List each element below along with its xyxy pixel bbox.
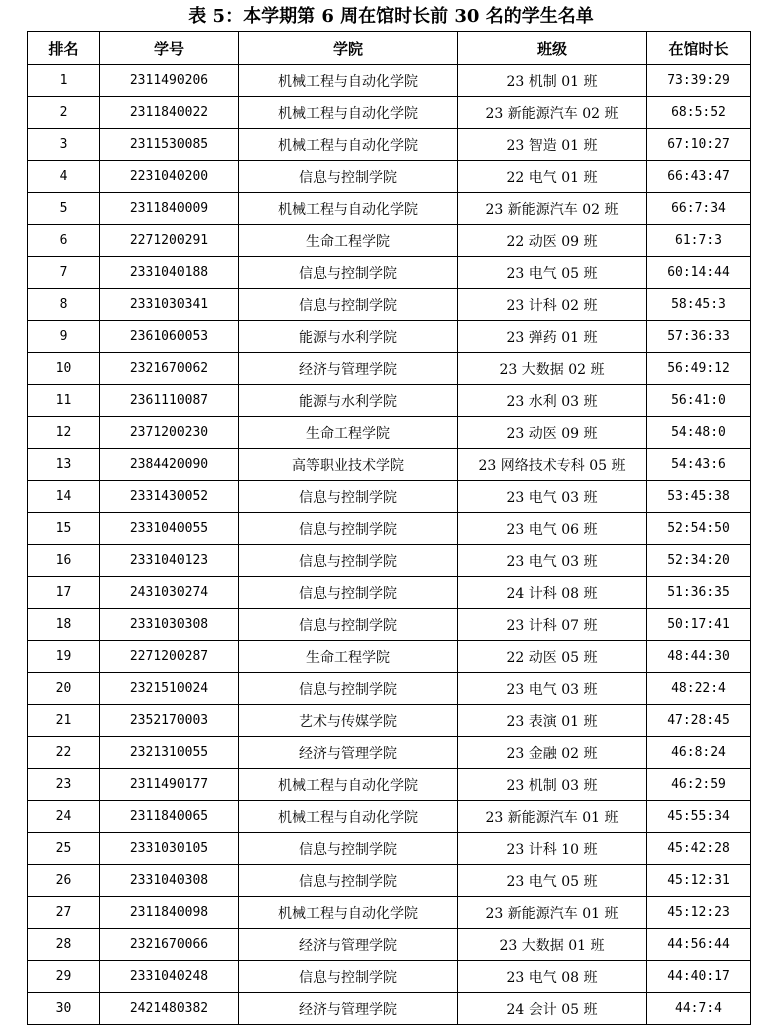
cell-student-id: 2361110087	[100, 385, 239, 417]
cell-student-id: 2352170003	[100, 705, 239, 737]
cell-rank: 27	[28, 897, 100, 929]
cell-rank: 16	[28, 545, 100, 577]
cell-class: 22 电气 01 班	[458, 161, 647, 193]
cell-student-id: 2331030341	[100, 289, 239, 321]
cell-college: 机械工程与自动化学院	[239, 897, 458, 929]
cell-college: 机械工程与自动化学院	[239, 769, 458, 801]
table-row	[28, 65, 751, 97]
cell-library-duration: 46:8:24	[647, 737, 751, 769]
table-title: 表 5：本学期第 6 周在馆时长前 30 名的学生名单	[188, 6, 594, 27]
cell-college: 经济与管理学院	[239, 737, 458, 769]
cell-class: 23 表演 01 班	[458, 705, 647, 737]
table-row	[28, 385, 751, 417]
table-row	[28, 417, 751, 449]
cell-library-duration: 44:40:17	[647, 961, 751, 993]
table-row	[28, 129, 751, 161]
cell-college: 高等职业技术学院	[239, 449, 458, 481]
cell-college: 信息与控制学院	[239, 833, 458, 865]
cell-class: 23 机制 01 班	[458, 65, 647, 97]
cell-college: 能源与水利学院	[239, 321, 458, 353]
cell-rank: 10	[28, 353, 100, 385]
cell-library-duration: 45:12:31	[647, 865, 751, 897]
cell-student-id: 2331040248	[100, 961, 239, 993]
cell-student-id: 2321310055	[100, 737, 239, 769]
cell-class: 23 金融 02 班	[458, 737, 647, 769]
table-row	[28, 769, 751, 801]
cell-class: 23 计科 07 班	[458, 609, 647, 641]
header-row	[28, 32, 751, 65]
cell-rank: 22	[28, 737, 100, 769]
cell-rank: 20	[28, 673, 100, 705]
table-row	[28, 193, 751, 225]
cell-student-id: 2311840065	[100, 801, 239, 833]
cell-college: 经济与管理学院	[239, 929, 458, 961]
cell-library-duration: 52:54:50	[647, 513, 751, 545]
cell-rank: 29	[28, 961, 100, 993]
cell-library-duration: 66:7:34	[647, 193, 751, 225]
cell-college: 机械工程与自动化学院	[239, 97, 458, 129]
cell-student-id: 2421480382	[100, 993, 239, 1025]
cell-rank: 21	[28, 705, 100, 737]
cell-class: 23 机制 03 班	[458, 769, 647, 801]
cell-class: 22 动医 09 班	[458, 225, 647, 257]
cell-library-duration: 53:45:38	[647, 481, 751, 513]
cell-rank: 5	[28, 193, 100, 225]
cell-library-duration: 48:44:30	[647, 641, 751, 673]
table-row	[28, 609, 751, 641]
cell-rank: 6	[28, 225, 100, 257]
cell-library-duration: 47:28:45	[647, 705, 751, 737]
cell-rank: 3	[28, 129, 100, 161]
cell-rank: 4	[28, 161, 100, 193]
header-library-duration: 在馆时长	[647, 32, 751, 65]
cell-library-duration: 54:43:6	[647, 449, 751, 481]
cell-college: 生命工程学院	[239, 417, 458, 449]
cell-rank: 9	[28, 321, 100, 353]
cell-college: 信息与控制学院	[239, 513, 458, 545]
cell-class: 23 大数据 01 班	[458, 929, 647, 961]
cell-library-duration: 67:10:27	[647, 129, 751, 161]
table-row	[28, 97, 751, 129]
cell-rank: 1	[28, 65, 100, 97]
cell-college: 机械工程与自动化学院	[239, 65, 458, 97]
student-ranking-table	[27, 31, 751, 1025]
cell-class: 23 网络技术专科 05 班	[458, 449, 647, 481]
cell-class: 23 新能源汽车 01 班	[458, 897, 647, 929]
cell-library-duration: 73:39:29	[647, 65, 751, 97]
cell-library-duration: 56:41:0	[647, 385, 751, 417]
cell-college: 信息与控制学院	[239, 257, 458, 289]
cell-college: 机械工程与自动化学院	[239, 129, 458, 161]
cell-class: 23 电气 03 班	[458, 481, 647, 513]
table-row	[28, 513, 751, 545]
cell-rank: 28	[28, 929, 100, 961]
cell-class: 23 新能源汽车 01 班	[458, 801, 647, 833]
cell-student-id: 2331040188	[100, 257, 239, 289]
cell-rank: 24	[28, 801, 100, 833]
cell-college: 信息与控制学院	[239, 865, 458, 897]
cell-rank: 19	[28, 641, 100, 673]
table-row	[28, 545, 751, 577]
table-row	[28, 961, 751, 993]
cell-student-id: 2384420090	[100, 449, 239, 481]
table-row	[28, 641, 751, 673]
cell-class: 23 新能源汽车 02 班	[458, 193, 647, 225]
cell-college: 信息与控制学院	[239, 609, 458, 641]
cell-student-id: 2321670066	[100, 929, 239, 961]
cell-rank: 25	[28, 833, 100, 865]
cell-library-duration: 51:36:35	[647, 577, 751, 609]
table-row	[28, 801, 751, 833]
cell-college: 经济与管理学院	[239, 993, 458, 1025]
cell-student-id: 2331040055	[100, 513, 239, 545]
table-row	[28, 353, 751, 385]
cell-college: 生命工程学院	[239, 225, 458, 257]
table-row	[28, 481, 751, 513]
cell-student-id: 2371200230	[100, 417, 239, 449]
table-row	[28, 577, 751, 609]
cell-class: 22 动医 05 班	[458, 641, 647, 673]
cell-class: 23 新能源汽车 02 班	[458, 97, 647, 129]
cell-college: 信息与控制学院	[239, 961, 458, 993]
cell-student-id: 2231040200	[100, 161, 239, 193]
cell-rank: 2	[28, 97, 100, 129]
cell-class: 23 电气 06 班	[458, 513, 647, 545]
table-row	[28, 737, 751, 769]
cell-rank: 17	[28, 577, 100, 609]
cell-library-duration: 50:17:41	[647, 609, 751, 641]
cell-student-id: 2311530085	[100, 129, 239, 161]
cell-library-duration: 61:7:3	[647, 225, 751, 257]
cell-rank: 14	[28, 481, 100, 513]
cell-library-duration: 45:42:28	[647, 833, 751, 865]
cell-rank: 23	[28, 769, 100, 801]
table-row	[28, 225, 751, 257]
cell-student-id: 2331040308	[100, 865, 239, 897]
cell-class: 23 智造 01 班	[458, 129, 647, 161]
cell-library-duration: 60:14:44	[647, 257, 751, 289]
cell-class: 23 电气 08 班	[458, 961, 647, 993]
cell-library-duration: 58:45:3	[647, 289, 751, 321]
cell-rank: 26	[28, 865, 100, 897]
header-college: 学院	[239, 32, 458, 65]
cell-library-duration: 68:5:52	[647, 97, 751, 129]
cell-class: 23 电气 03 班	[458, 673, 647, 705]
cell-student-id: 2331430052	[100, 481, 239, 513]
table-row	[28, 705, 751, 737]
cell-class: 23 计科 02 班	[458, 289, 647, 321]
table-row	[28, 289, 751, 321]
cell-library-duration: 54:48:0	[647, 417, 751, 449]
cell-class: 23 水利 03 班	[458, 385, 647, 417]
table-row	[28, 865, 751, 897]
cell-student-id: 2331030308	[100, 609, 239, 641]
cell-library-duration: 66:43:47	[647, 161, 751, 193]
cell-library-duration: 56:49:12	[647, 353, 751, 385]
cell-college: 信息与控制学院	[239, 481, 458, 513]
cell-college: 信息与控制学院	[239, 673, 458, 705]
cell-library-duration: 45:55:34	[647, 801, 751, 833]
cell-class: 23 电气 05 班	[458, 257, 647, 289]
table-row	[28, 929, 751, 961]
cell-student-id: 2311840009	[100, 193, 239, 225]
cell-student-id: 2331040123	[100, 545, 239, 577]
cell-rank: 8	[28, 289, 100, 321]
cell-class: 23 电气 05 班	[458, 865, 647, 897]
cell-library-duration: 45:12:23	[647, 897, 751, 929]
cell-library-duration: 44:7:4	[647, 993, 751, 1025]
cell-college: 能源与水利学院	[239, 385, 458, 417]
cell-rank: 13	[28, 449, 100, 481]
cell-student-id: 2321510024	[100, 673, 239, 705]
cell-rank: 7	[28, 257, 100, 289]
cell-library-duration: 57:36:33	[647, 321, 751, 353]
cell-student-id: 2311490177	[100, 769, 239, 801]
cell-college: 信息与控制学院	[239, 577, 458, 609]
cell-rank: 15	[28, 513, 100, 545]
cell-library-duration: 48:22:4	[647, 673, 751, 705]
table-body	[28, 65, 751, 1025]
cell-student-id: 2271200287	[100, 641, 239, 673]
cell-student-id: 2311490206	[100, 65, 239, 97]
cell-rank: 11	[28, 385, 100, 417]
cell-class: 23 动医 09 班	[458, 417, 647, 449]
cell-college: 信息与控制学院	[239, 161, 458, 193]
table-row	[28, 449, 751, 481]
cell-rank: 12	[28, 417, 100, 449]
cell-rank: 30	[28, 993, 100, 1025]
cell-class: 23 计科 10 班	[458, 833, 647, 865]
cell-student-id: 2431030274	[100, 577, 239, 609]
table-row	[28, 897, 751, 929]
cell-library-duration: 52:34:20	[647, 545, 751, 577]
cell-college: 机械工程与自动化学院	[239, 193, 458, 225]
header-rank: 排名	[28, 32, 100, 65]
cell-college: 信息与控制学院	[239, 545, 458, 577]
cell-college: 信息与控制学院	[239, 289, 458, 321]
cell-class: 23 电气 03 班	[458, 545, 647, 577]
cell-college: 经济与管理学院	[239, 353, 458, 385]
cell-college: 机械工程与自动化学院	[239, 801, 458, 833]
cell-college: 生命工程学院	[239, 641, 458, 673]
table-row	[28, 833, 751, 865]
header-student-id: 学号	[100, 32, 239, 65]
cell-class: 23 大数据 02 班	[458, 353, 647, 385]
cell-class: 24 会计 05 班	[458, 993, 647, 1025]
cell-class: 24 计科 08 班	[458, 577, 647, 609]
cell-student-id: 2271200291	[100, 225, 239, 257]
cell-library-duration: 46:2:59	[647, 769, 751, 801]
header-class: 班级	[458, 32, 647, 65]
table-row	[28, 673, 751, 705]
cell-class: 23 弹药 01 班	[458, 321, 647, 353]
cell-library-duration: 44:56:44	[647, 929, 751, 961]
table-row	[28, 321, 751, 353]
cell-student-id: 2361060053	[100, 321, 239, 353]
cell-student-id: 2321670062	[100, 353, 239, 385]
cell-college: 艺术与传媒学院	[239, 705, 458, 737]
cell-rank: 18	[28, 609, 100, 641]
cell-student-id: 2311840022	[100, 97, 239, 129]
table-row	[28, 993, 751, 1025]
cell-student-id: 2311840098	[100, 897, 239, 929]
table-row	[28, 257, 751, 289]
table-row	[28, 161, 751, 193]
cell-student-id: 2331030105	[100, 833, 239, 865]
